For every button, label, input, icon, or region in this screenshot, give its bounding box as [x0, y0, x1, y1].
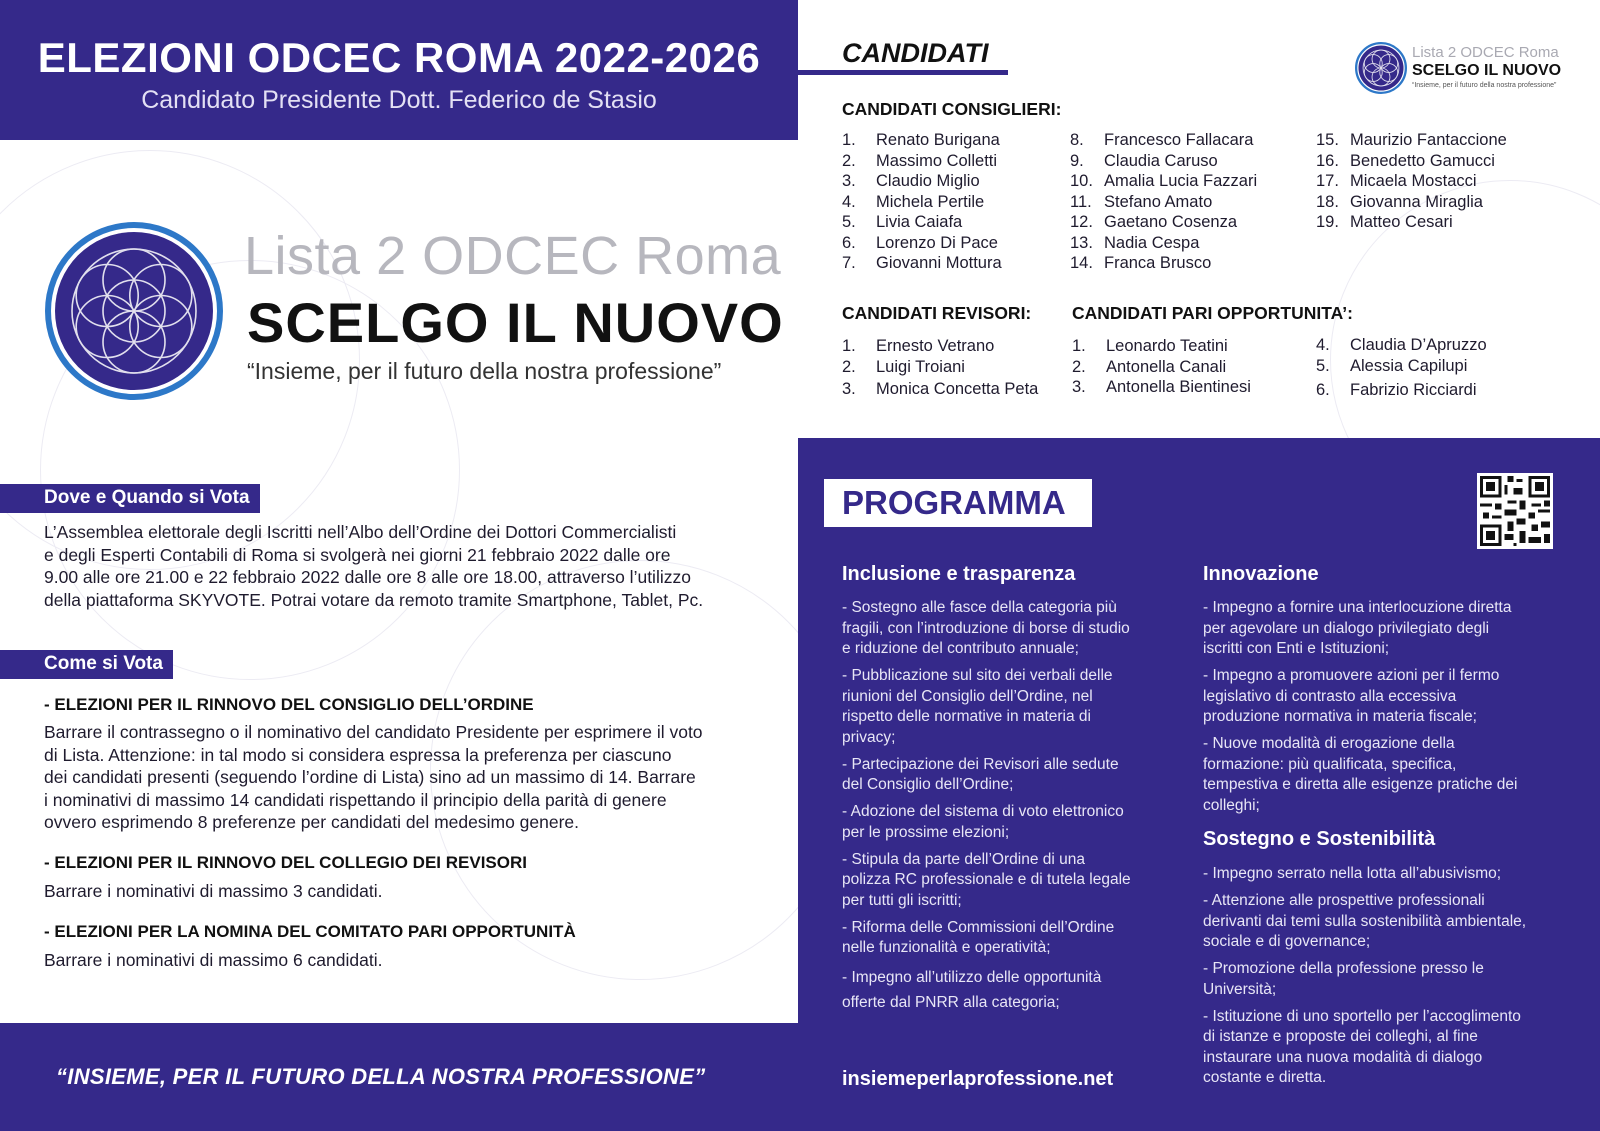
- list-item: 16. Benedetto Gamucci: [1316, 151, 1495, 170]
- list-item: - Pubblicazione sul sito dei verbali delle riunioni del Consiglio dell’Ordine, nel rispetto delle normative in materia di privacy;: [842, 667, 1113, 746]
- pari-candidates-heading: CANDIDATI PARI OPPORTUNITA’:: [1072, 303, 1353, 323]
- innovazione-list: [1203, 598, 1518, 823]
- small-motto: “Insieme, per il futuro della nostra professione”: [1412, 82, 1557, 89]
- innovazione-heading: Innovazione: [1203, 563, 1319, 585]
- list-item: 1. Ernesto Vetrano: [842, 337, 995, 355]
- where-when-text: L’Assemblea elettorale degli Iscritti nell’Albo dell’Ordine dei Dottori Commercialisti e degli Esperti Contabili di Roma si svolgerà nei giorni 21 febbraio 2022 dalle ore 9.00 alle ore 21.00 e 22 febbraio 2022 dalle ore 8 alle ore 18.00, attraverso l’utilizzo della piattaforma SKYVOTE. Potrai votare da remoto tramite Smartphone, Tablet, Pc.: [44, 522, 704, 610]
- list-item: 1. Leonardo Teatini: [1072, 337, 1228, 355]
- list-item: - Sostegno alle fasce della categoria più fragili, con l’introduzione di borse di studio e riduzione del contributo annuale;: [842, 599, 1130, 657]
- list-item: - Attenzione alle prospettive professionali derivanti dai temi sulla sostenibilità ambientale, sociale e di governance;: [1203, 892, 1527, 950]
- revisori-heading: - ELEZIONI PER IL RINNOVO DEL COLLEGIO DEI REVISORI: [44, 853, 527, 872]
- list-item: 8. Francesco Fallacara: [1070, 131, 1254, 149]
- how-to-vote-label: Come si Vota: [0, 650, 173, 679]
- candidates-title: CANDIDATI: [842, 38, 989, 68]
- list-item: 3. Monica Concetta Peta: [842, 380, 1039, 398]
- list-item: 7. Giovanni Mottura: [842, 254, 1002, 272]
- list-item: 3. Claudio Miglio: [842, 172, 980, 190]
- pari-list-col2: [1316, 336, 1487, 401]
- list-item: 19. Matteo Cesari: [1316, 213, 1453, 231]
- page-subtitle: Candidato Presidente Dott. Federico de Stasio: [141, 86, 657, 114]
- list-item: 13. Nadia Cespa: [1070, 233, 1200, 252]
- list-item: - Riforma delle Commissioni dell’Ordine nelle funzionalità e operatività;: [842, 918, 1115, 956]
- consiglieri-heading: CANDIDATI CONSIGLIERI:: [842, 99, 1062, 119]
- pari-heading: - ELEZIONI PER LA NOMINA DEL COMITATO PARI OPPORTUNITÀ: [44, 922, 576, 941]
- list-name: Lista 2 ODCEC Roma: [244, 226, 782, 286]
- list-item: 3. Antonella Bientinesi: [1072, 378, 1251, 396]
- where-when-label: Dove e Quando si Vota: [0, 484, 260, 513]
- list-item: 12. Gaetano Cosenza: [1070, 213, 1238, 231]
- sostegno-heading: Sostegno e Sostenibilità: [1203, 828, 1436, 850]
- title-underline: [798, 70, 1008, 75]
- qr-code-icon[interactable]: [1477, 473, 1553, 549]
- list-item: 6. Fabrizio Ricciardi: [1316, 380, 1477, 399]
- revisori-list: [842, 337, 1038, 401]
- revisori-text: Barrare i nominativi di massimo 3 candidati.: [44, 881, 383, 901]
- list-item: 1. Renato Burigana: [842, 131, 1000, 149]
- list-item: - Promozione della professione presso le Università;: [1203, 960, 1484, 998]
- inclusione-heading: Inclusione e trasparenza: [842, 563, 1076, 585]
- list-item: - Adozione del sistema di voto elettronico per le prossime elezioni;: [842, 803, 1124, 841]
- list-item: 15. Maurizio Fantaccione: [1316, 131, 1507, 149]
- list-item: 5. Livia Caiafa: [842, 213, 963, 231]
- motto: “Insieme, per il futuro della nostra professione”: [247, 358, 722, 384]
- list-item: - Stipula da parte dell’Ordine di una polizza RC professionale e di tutela legale per tutti gli iscritti;: [842, 850, 1131, 909]
- small-slogan: SCELGO IL NUOVO: [1412, 62, 1562, 79]
- pari-list-col1: [1072, 337, 1251, 399]
- list-item: 4. Claudia D’Apruzzo: [1316, 336, 1487, 354]
- consiglio-heading: - ELEZIONI PER IL RINNOVO DEL CONSIGLIO DELL’ORDINE: [44, 695, 534, 714]
- list-item: 2. Luigi Troiani: [842, 358, 965, 376]
- list-item: - Istituzione di uno sportello per l’accoglimento di istanze e proposte dei colleghi, al fine instaurare una nuova modalità di dialogo costante e diretta.: [1203, 1007, 1521, 1086]
- programma-title: PROGRAMMA: [842, 484, 1066, 521]
- list-item: 10. Amalia Lucia Fazzari: [1070, 172, 1258, 190]
- list-item: - Impegno all’utilizzo delle opportunità offerte dal PNRR alla categoria;: [842, 969, 1102, 1011]
- list-item: 17. Micaela Mostacci: [1316, 172, 1477, 190]
- list-item: - Impegno serrato nella lotta all’abusivismo;: [1203, 865, 1502, 882]
- pari-text: Barrare i nominativi di massimo 6 candidati.: [44, 950, 383, 970]
- sostegno-list: [1203, 864, 1526, 1095]
- list-item: 6. Lorenzo Di Pace: [842, 233, 998, 252]
- consiglio-text: Barrare il contrassegno o il nominativo del candidato Presidente per esprimere il voto di Lista. Attenzione: in tal modo si considera espressa la preferenza per ciascuno dei candidati presenti (seguendo l’ordine di Lista) sino ad un massimo di 14. Barrare i nominativi di massimo 14 candidati rispettando il principio della parità di genere ovvero esprimendo 8 preferenze per candidati del medesimo genere.: [44, 722, 703, 832]
- list-item: 5. Alessia Capilupi: [1316, 356, 1468, 375]
- revisori-candidates-heading: CANDIDATI REVISORI:: [842, 303, 1032, 323]
- website-link[interactable]: insiemeperlaprofessione.net: [842, 1068, 1114, 1090]
- consiglieri-list-col2: [1070, 131, 1257, 275]
- list-item: 4. Michela Pertile: [842, 192, 985, 211]
- page-title: ELEZIONI ODCEC ROMA 2022-2026: [37, 34, 761, 81]
- list-item: 2. Antonella Canali: [1072, 357, 1227, 376]
- inclusione-list: [842, 598, 1131, 1022]
- flower-of-life-icon: [1355, 42, 1407, 94]
- list-item: 11. Stefano Amato: [1070, 192, 1213, 211]
- list-item: - Partecipazione dei Revisori alle sedute del Consiglio dell’Ordine;: [842, 755, 1119, 793]
- list-item: 2. Massimo Colletti: [842, 151, 998, 170]
- small-list-name: Lista 2 ODCEC Roma: [1412, 44, 1559, 61]
- list-item: 14. Franca Brusco: [1070, 254, 1212, 272]
- list-item: - Nuove modalità di erogazione della formazione: più qualificata, specifica, tempestiva e diretta alle esigenze pratiche dei colleghi;: [1203, 735, 1518, 814]
- consiglieri-list-col1: [842, 131, 1002, 275]
- list-item: 9. Claudia Caruso: [1070, 151, 1218, 170]
- flower-of-life-icon: [44, 221, 224, 401]
- slogan: SCELGO IL NUOVO: [247, 291, 784, 354]
- footer-motto: “INSIEME, PER IL FUTURO DELLA NOSTRA PROFESSIONE”: [56, 1064, 706, 1089]
- list-item: - Impegno a promuovere azioni per il fermo legislativo di contrasto alla eccessiva produzione normativa in materia fiscale;: [1203, 667, 1500, 725]
- list-item: 18. Giovanna Miraglia: [1316, 192, 1483, 211]
- consiglieri-list-col3: [1316, 131, 1507, 234]
- list-item: - Impegno a fornire una interlocuzione diretta per agevolare un dialogo privilegiato degli iscritti con Enti e Istituzioni;: [1203, 599, 1512, 657]
